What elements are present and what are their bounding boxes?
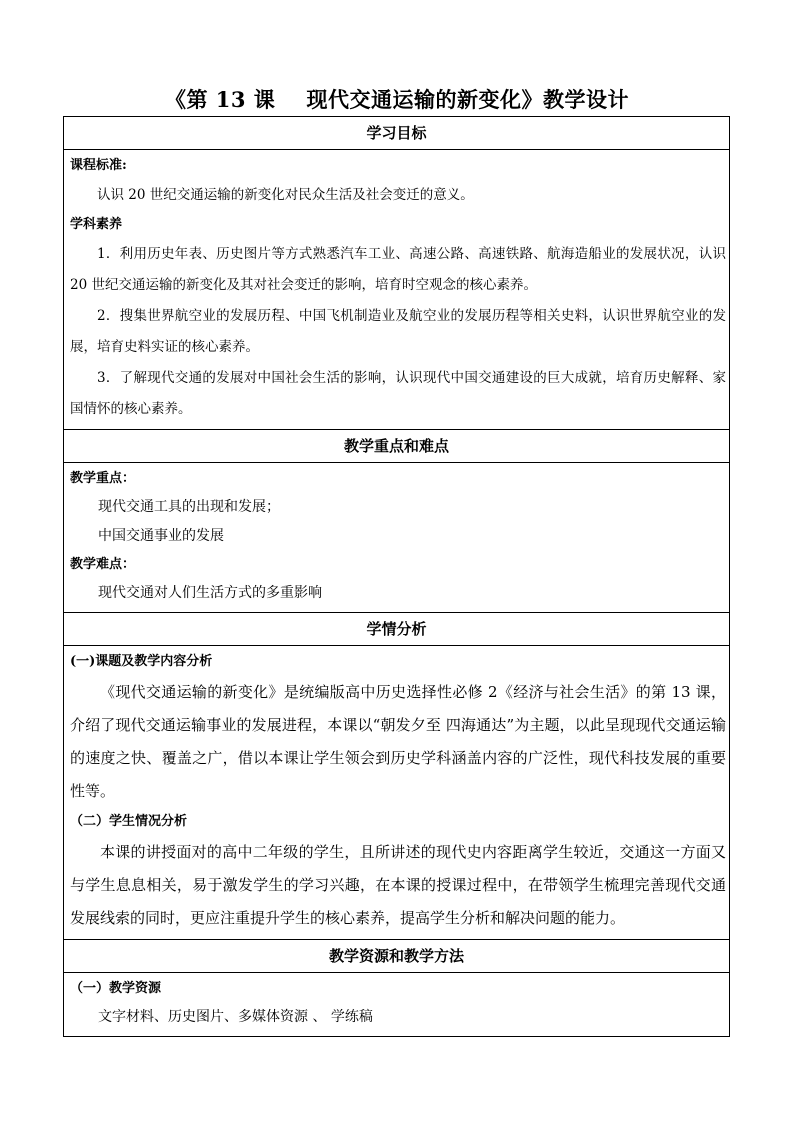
teaching-resources-text: 文字材料、历史图片、多媒体资源 、 学练稿 xyxy=(98,1009,373,1025)
difficult-points-label: 教学难点： xyxy=(70,557,136,572)
subject-literacy-label: 学科素养 xyxy=(70,217,123,232)
section-body-learning-objectives xyxy=(64,150,729,430)
literacy-item: 2．搜集世界航空业的发展历程、中国飞机制造业及航空业的发展历程等相关史料，认识世界航空业的发展，培育史料实证的核心素养。 xyxy=(70,308,726,355)
student-situation-label: （二）学生情况分析 xyxy=(70,814,188,829)
literacy-item: 1．利用历史年表、历史图片等方式熟悉汽车工业、高速公路、高速铁路、航海造船业的发展状况，认识 20 世纪交通运输的新变化及其对社会变迁的影响，培育时空观念的核心素养。 xyxy=(70,246,726,293)
section-heading-key-points: 教学重点和难点 xyxy=(64,430,729,463)
key-point-item: 现代交通工具的出现和发展； xyxy=(98,499,280,515)
difficult-point-item: 现代交通对人们生活方式的多重影响 xyxy=(98,585,322,601)
key-points-label: 教学重点： xyxy=(70,471,136,486)
section-body-resources-methods xyxy=(64,973,729,1036)
curriculum-standard-text: 认识 20 世纪交通运输的新变化对民众生活及社会变迁的意义。 xyxy=(97,187,474,203)
teaching-resources-label: （一）教学资源 xyxy=(70,981,162,996)
topic-analysis-label: (一)课题及教学内容分析 xyxy=(70,654,213,669)
topic-analysis-text: 《现代交通运输的新变化》是统编版高中历史选择性必修 2《经济与社会生活》的第 13 课，介绍了现代交通运输事业的发展进程，本课以“朝发夕至 四海通达”为主题，以此呈现现代交通运输的速度之快、覆盖之广，借以本课让学生领会到历史学科涵盖内容的广泛性，现代科技发展的重要性等。 xyxy=(70,683,726,800)
lesson-plan-table xyxy=(63,116,730,1037)
section-body-key-points xyxy=(64,463,729,613)
key-point-item: 中国交通事业的发展 xyxy=(98,528,224,544)
section-heading-resources-methods: 教学资源和教学方法 xyxy=(64,940,729,973)
section-body-student-analysis xyxy=(64,646,729,940)
literacy-item: 3．了解现代交通的发展对中国社会生活的影响，认识现代中国交通建设的巨大成就，培育历史解释、家国情怀的核心素养。 xyxy=(70,370,726,417)
section-heading-learning-objectives: 学习目标 xyxy=(64,117,729,150)
student-situation-text: 本课的讲授面对的高中二年级的学生，且所讲述的现代史内容距离学生较近，交通这一方面又与学生息息相关，易于激发学生的学习兴趣，在本课的授课过程中，在带领学生梳理完善现代交通发展线索的同时，更应注重提升学生的核心素养，提高学生分析和解决问题的能力。 xyxy=(70,843,726,927)
section-heading-student-analysis: 学情分析 xyxy=(64,613,729,646)
document-title: 《第 13 课 现代交通运输的新变化》教学设计 xyxy=(164,87,630,112)
curriculum-standard-label: 课程标准: xyxy=(70,158,127,173)
